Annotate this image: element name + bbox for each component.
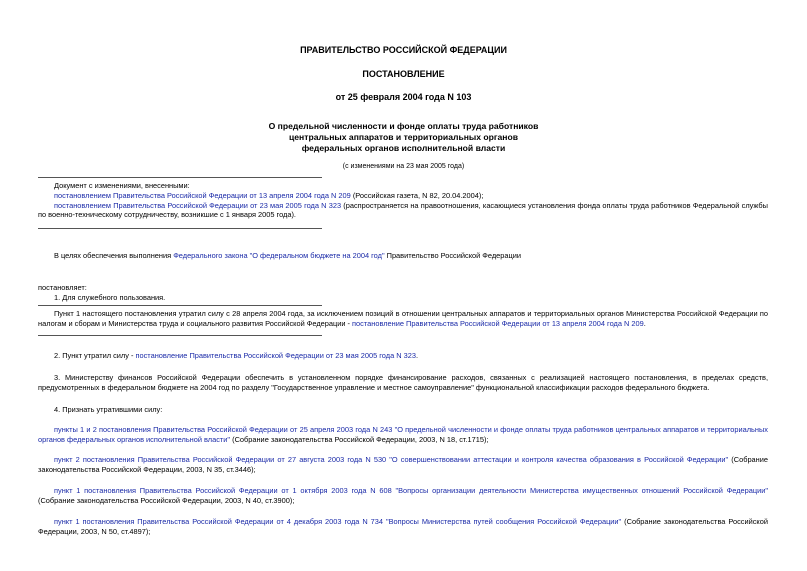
paragraph-4: 4. Признать утратившими силу:: [54, 405, 163, 414]
paragraph-1-note-text: [38, 309, 768, 329]
paragraph-1: 1. Для служебного пользования.: [54, 293, 166, 302]
p2-text: 2. Пункт утратил силу -: [54, 351, 136, 360]
issuing-authority: ПРАВИТЕЛЬСТВО РОССИЙСКОЙ ФЕДЕРАЦИИ: [300, 45, 507, 55]
p2-link-323[interactable]: постановление Правительства Российской Федерации от 23 мая 2005 года N 323: [135, 351, 416, 360]
repealed-item-text: [38, 517, 768, 537]
divider: [38, 335, 322, 336]
repealed-link-530[interactable]: пункт 2 постановления Правительства Российской Федерации от 27 августа 2003 года N 530 "О совершенствовании аттестации и контроля качества образования в Российской Федерации": [54, 455, 729, 464]
amendment-link-209[interactable]: постановлением Правительства Российской Федерации от 13 апреля 2004 года N 209: [54, 190, 351, 200]
repealed-item: [38, 486, 768, 506]
repealed-item: [38, 425, 768, 445]
paragraph-2: [38, 351, 768, 361]
title-line-3: федеральных органов исполнительной власти: [301, 143, 506, 153]
changes-intro: Документ с изменениями, внесенными:: [54, 181, 190, 190]
changes-item-source: (Российская газета, N 82, 20.04.2004);: [350, 190, 484, 200]
document-title: [0, 121, 807, 154]
changes-item-source: (распространяется на правоотношения, касающиеся установления фонда оплаты труда работников Федеральной службы по военно-техническому сотрудничеству, возникшие с 1 января 2005 года).: [38, 200, 768, 220]
title-line-2: центральных аппаратов и территориальных органов: [288, 132, 519, 142]
divider: [38, 177, 322, 178]
repealed-link-243[interactable]: пункты 1 и 2 постановления Правительства Российской Федерации от 25 апреля 2003 года N 243 "О предельной численности и фонде оплаты труда работников центральных аппаратов и территориальных органов федеральных органов исполнительной власти": [38, 425, 768, 444]
preamble-after: Правительство Российской Федерации: [384, 251, 522, 260]
repealed-item-text: [38, 425, 768, 445]
repealed-item-text: [38, 486, 768, 506]
paragraph-1-note: [38, 309, 768, 329]
repealed-source: (Собрание законодательства Российской Федерации, 2003, N 50, ст.4897);: [38, 517, 768, 536]
note-link-209[interactable]: постановление Правительства Российской Федерации от 13 апреля 2004 года N 209: [352, 318, 644, 328]
changes-item: [38, 191, 768, 201]
preamble-text: [38, 251, 768, 261]
repealed-item: [38, 455, 768, 475]
repealed-source: (Собрание законодательства Российской Федерации, 2003, N 18, ст.1715);: [230, 434, 489, 444]
repealed-item-text: [38, 455, 768, 475]
changes-item: [38, 201, 768, 221]
preamble: [38, 251, 768, 261]
amendment-link-323[interactable]: постановлением Правительства Российской Федерации от 23 мая 2005 года N 323: [54, 200, 342, 210]
divider: [38, 305, 322, 306]
note-text: Пункт 1 настоящего постановления утратил силу с 28 апреля 2004 года, за исключением позиций в отношении центральных аппаратов и территориальных органов Министерства Российской Федерации по налогам и сборам и Министерства труда и социального развития Российской Федерации -: [38, 309, 768, 328]
changes-block: [38, 181, 768, 220]
repealed-item: [38, 517, 768, 537]
p2-end: .: [415, 351, 419, 360]
title-line-1: О предельной численности и фонде оплаты труда работников: [268, 121, 539, 131]
divider: [38, 228, 322, 229]
amendment-note: (с изменениями на 23 мая 2005 года): [342, 163, 465, 170]
note-end: .: [643, 318, 646, 328]
repealed-source: (Собрание законодательства Российской Федерации, 2003, N 35, ст.3446);: [38, 455, 768, 474]
repealed-link-608[interactable]: пункт 1 постановления Правительства Российской Федерации от 1 октября 2003 года N 608 "Вопросы организации деятельности Министерства имущественных отношений Российской Федерации": [54, 486, 768, 495]
budget-law-link[interactable]: Федерального закона "О федеральном бюджете на 2004 год": [173, 251, 385, 260]
paragraph-2-text: [38, 351, 768, 361]
document-date-number: от 25 февраля 2004 года N 103: [335, 92, 472, 102]
repealed-source: (Собрание законодательства Российской Федерации, 2003, N 40, ст.3900);: [38, 495, 295, 505]
decrees-label: постановляет:: [38, 283, 87, 292]
repealed-link-734[interactable]: пункт 1 постановления Правительства Российской Федерации от 4 декабря 2003 года N 734 "Вопросы Министерства путей сообщения Российской Федерации": [54, 517, 622, 526]
paragraph-3: 3. Министерству финансов Российской Федерации обеспечить в установленном порядке финансирование расходов, связанных с реализацией настоящего постановления, в пределах средств, предусмотренных в федеральном бюджете на 2004 год по разделу "Государственное управление и местное самоуправление" функциональной классификации расходов федерального бюджета.: [38, 373, 768, 392]
preamble-before: В целях обеспечения выполнения: [54, 251, 174, 260]
document-type: ПОСТАНОВЛЕНИЕ: [362, 69, 445, 79]
